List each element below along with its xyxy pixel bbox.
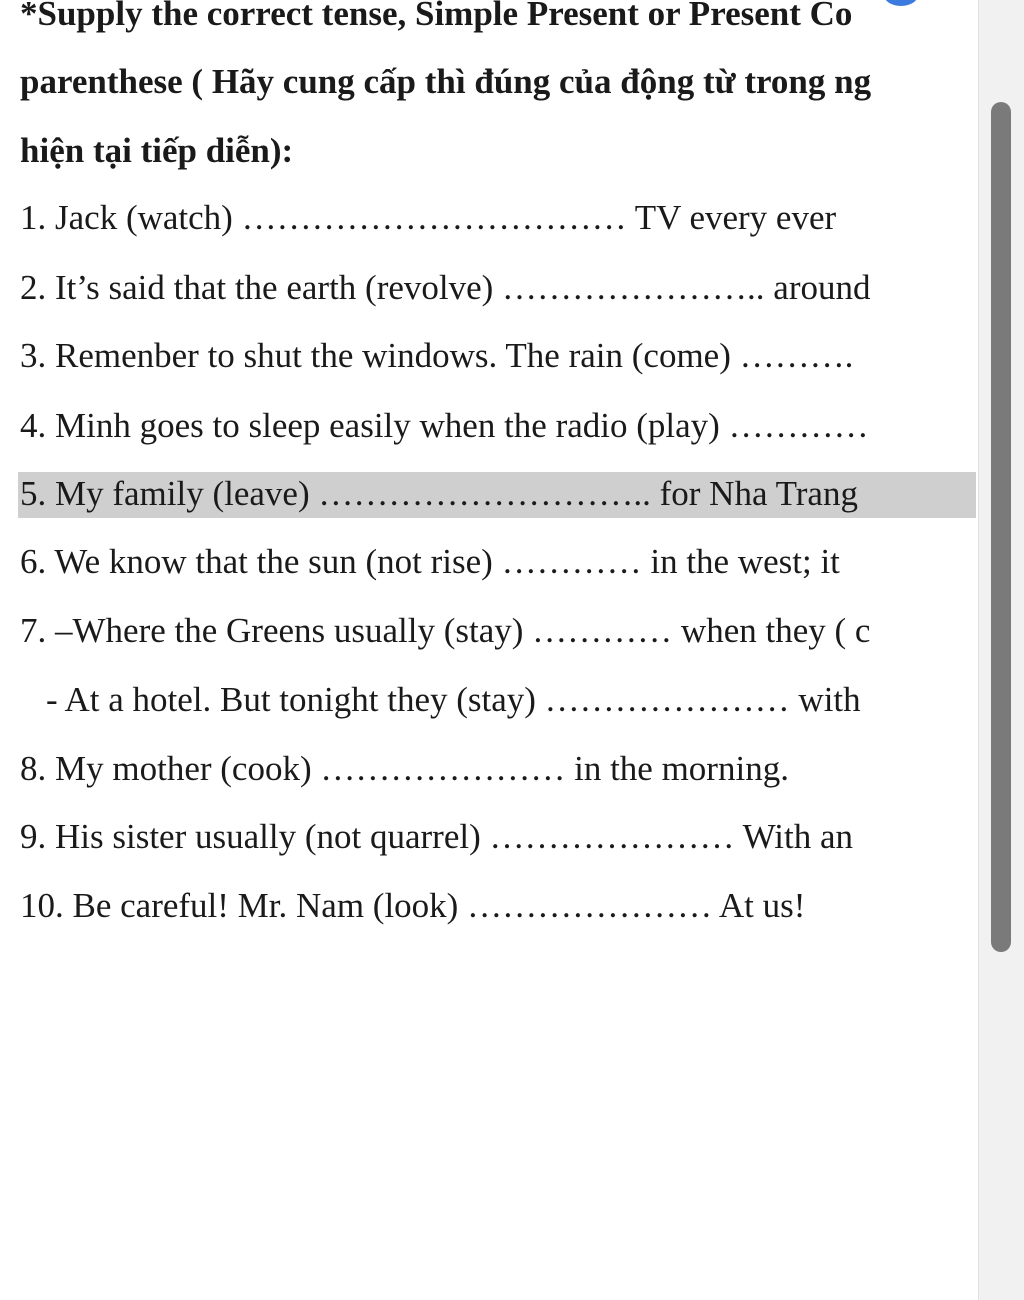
exercise-5[interactable]: 5. My family (leave) ……………………….. for Nha Trang <box>20 474 858 513</box>
exercise-6[interactable]: 6. We know that the sun (not rise) ………… in the west; it <box>20 542 840 581</box>
exercise-4[interactable]: 4. Minh goes to sleep easily when the radio (play) ………… <box>20 406 869 445</box>
heading-line-3: hiện tại tiếp diễn): <box>20 131 294 170</box>
exercise-1[interactable]: 1. Jack (watch) …………………………… TV every ever <box>20 198 837 237</box>
exercise-3[interactable]: 3. Remenber to shut the windows. The rain (come) ………. <box>20 336 854 375</box>
exercise-7-answer[interactable]: - At a hotel. But tonight they (stay) ………………… with <box>46 680 861 719</box>
heading-line-2: parenthese ( Hãy cung cấp thì đúng của động từ trong ng <box>20 62 872 101</box>
exercise-9[interactable]: 9. His sister usually (not quarrel) ………………… With an <box>20 817 853 856</box>
vertical-scrollbar[interactable] <box>991 102 1011 952</box>
exercise-7[interactable]: 7. –Where the Greens usually (stay) ………… when they ( c <box>20 611 871 650</box>
exercise-10[interactable]: 10. Be careful! Mr. Nam (look) ………………… At us! <box>20 886 806 925</box>
heading-line-1: *Supply the correct tense, Simple Present or Present Co <box>20 0 853 33</box>
exercise-8[interactable]: 8. My mother (cook) ………………… in the morning. <box>20 749 789 788</box>
cursor-indicator <box>884 0 918 6</box>
exercise-2[interactable]: 2. It’s said that the earth (revolve) ………………….. around <box>20 268 871 307</box>
